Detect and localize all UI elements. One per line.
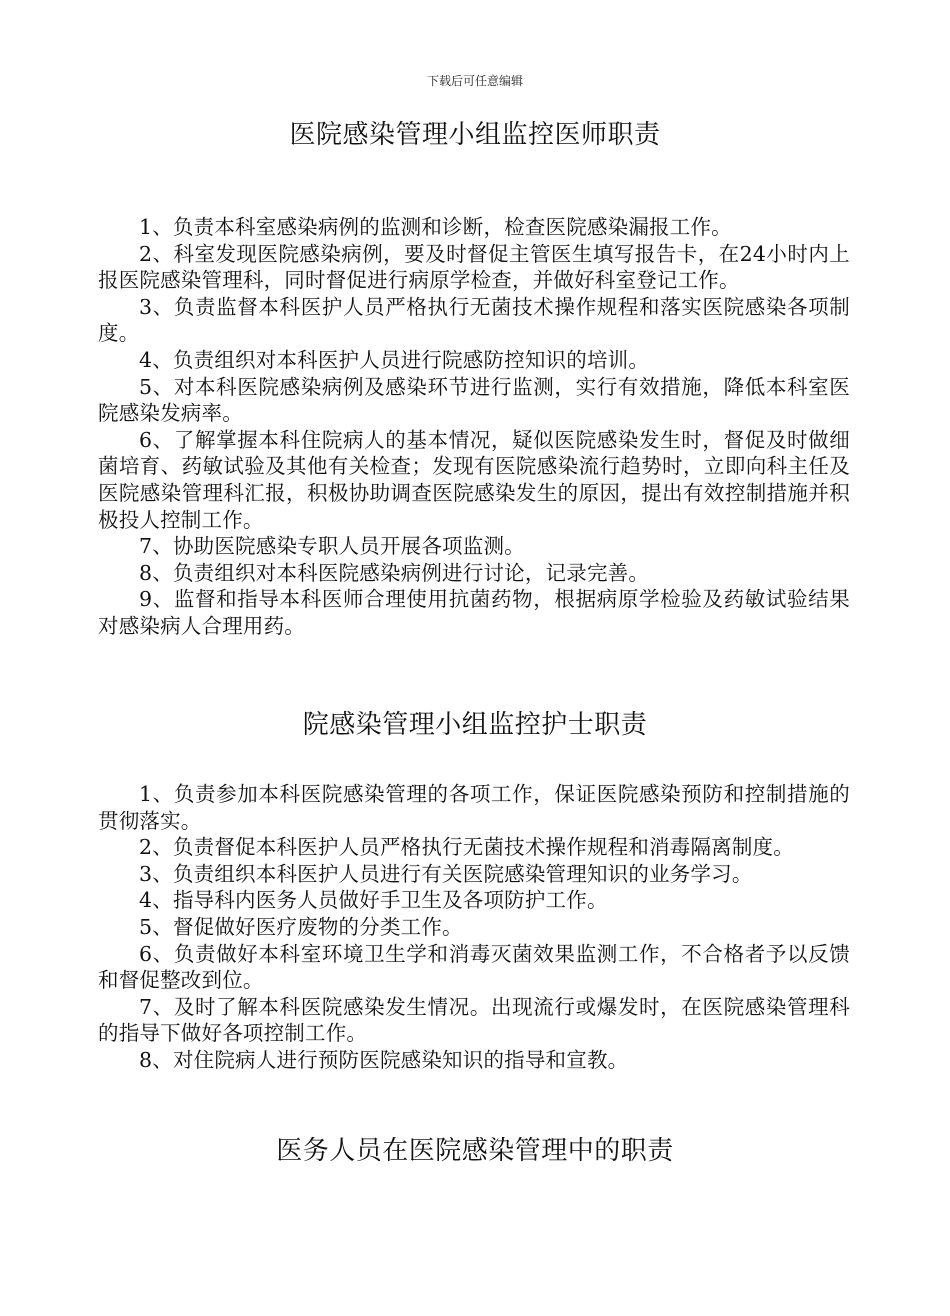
list-item: 7、及时了解本科医院感染发生情况。出现流行或爆发时，在医院感染管理科的指导下做好各项控制工作。: [98, 994, 850, 1046]
section-title-physician-duties: 医院感染管理小组监控医师职责: [289, 120, 661, 150]
list-item: 8、对住院病人进行预防医院感染知识的指导和宣教。: [139, 1047, 629, 1072]
list-item: 6、负责做好本科室环境卫生学和消毒灭菌效果监测工作，不合格者予以反馈和督促整改到位。: [98, 941, 850, 993]
list-item: 3、负责组织本科医护人员进行有关医院感染管理知识的业务学习。: [139, 861, 753, 886]
section-title-nurse-duties: 院感染管理小组监控护士职责: [302, 710, 648, 740]
list-item: 2、科室发现医院感染病例，要及时督促主管医生填写报告卡，在24小时内上报医院感染管理科，同时督促进行病原学检查，并做好科室登记工作。: [98, 241, 850, 293]
section-title-staff-duties: 医务人员在医院感染管理中的职责: [276, 1136, 674, 1166]
list-item: 8、负责组织对本科医院感染病例进行讨论，记录完善。: [139, 560, 650, 585]
list-item: 4、指导科内医务人员做好手卫生及各项防护工作。: [139, 888, 608, 913]
header-note: 下载后可任意编辑: [426, 74, 523, 88]
nurse-duties-list: [98, 781, 850, 1074]
list-item: 7、协助医院感染专职人员开展各项监测。: [139, 534, 525, 559]
list-item: 1、负责本科室感染病例的监测和诊断，检查医院感染漏报工作。: [139, 215, 732, 239]
list-item: 5、对本科医院感染病例及感染环节进行监测，实行有效措施，降低本科室医院感染发病率。: [98, 374, 850, 426]
list-item: 1、负责参加本科医院感染管理的各项工作，保证医院感染预防和控制措施的贯彻落实。: [98, 782, 850, 833]
list-item: 9、监督和指导本科医师合理使用抗菌药物，根据病原学检验及药敏试验结果对感染病人合理用药。: [98, 587, 850, 638]
list-item: 4、负责组织对本科医护人员进行院感防控知识的培训。: [139, 347, 650, 372]
physician-duties-list: [98, 214, 850, 640]
list-item: 3、负责监督本科医护人员严格执行无菌技术操作规程和落实医院感染各项制度。: [98, 294, 850, 346]
list-item: 2、负责督促本科医护人员严格执行无菌技术操作规程和消毒隔离制度。: [139, 835, 794, 860]
list-item: 6、了解掌握本科住院病人的基本情况，疑似医院感染发生时，督促及时做细菌培育、药敏试验及其他有关检查；发现有医院感染流行趋势时，立即向科主任及医院感染管理科汇报，积极协助调查医院感染发生的原因，提出有效控制措施并积极投人控制工作。: [98, 427, 850, 532]
list-item: 5、督促做好医疗废物的分类工作。: [139, 914, 463, 939]
